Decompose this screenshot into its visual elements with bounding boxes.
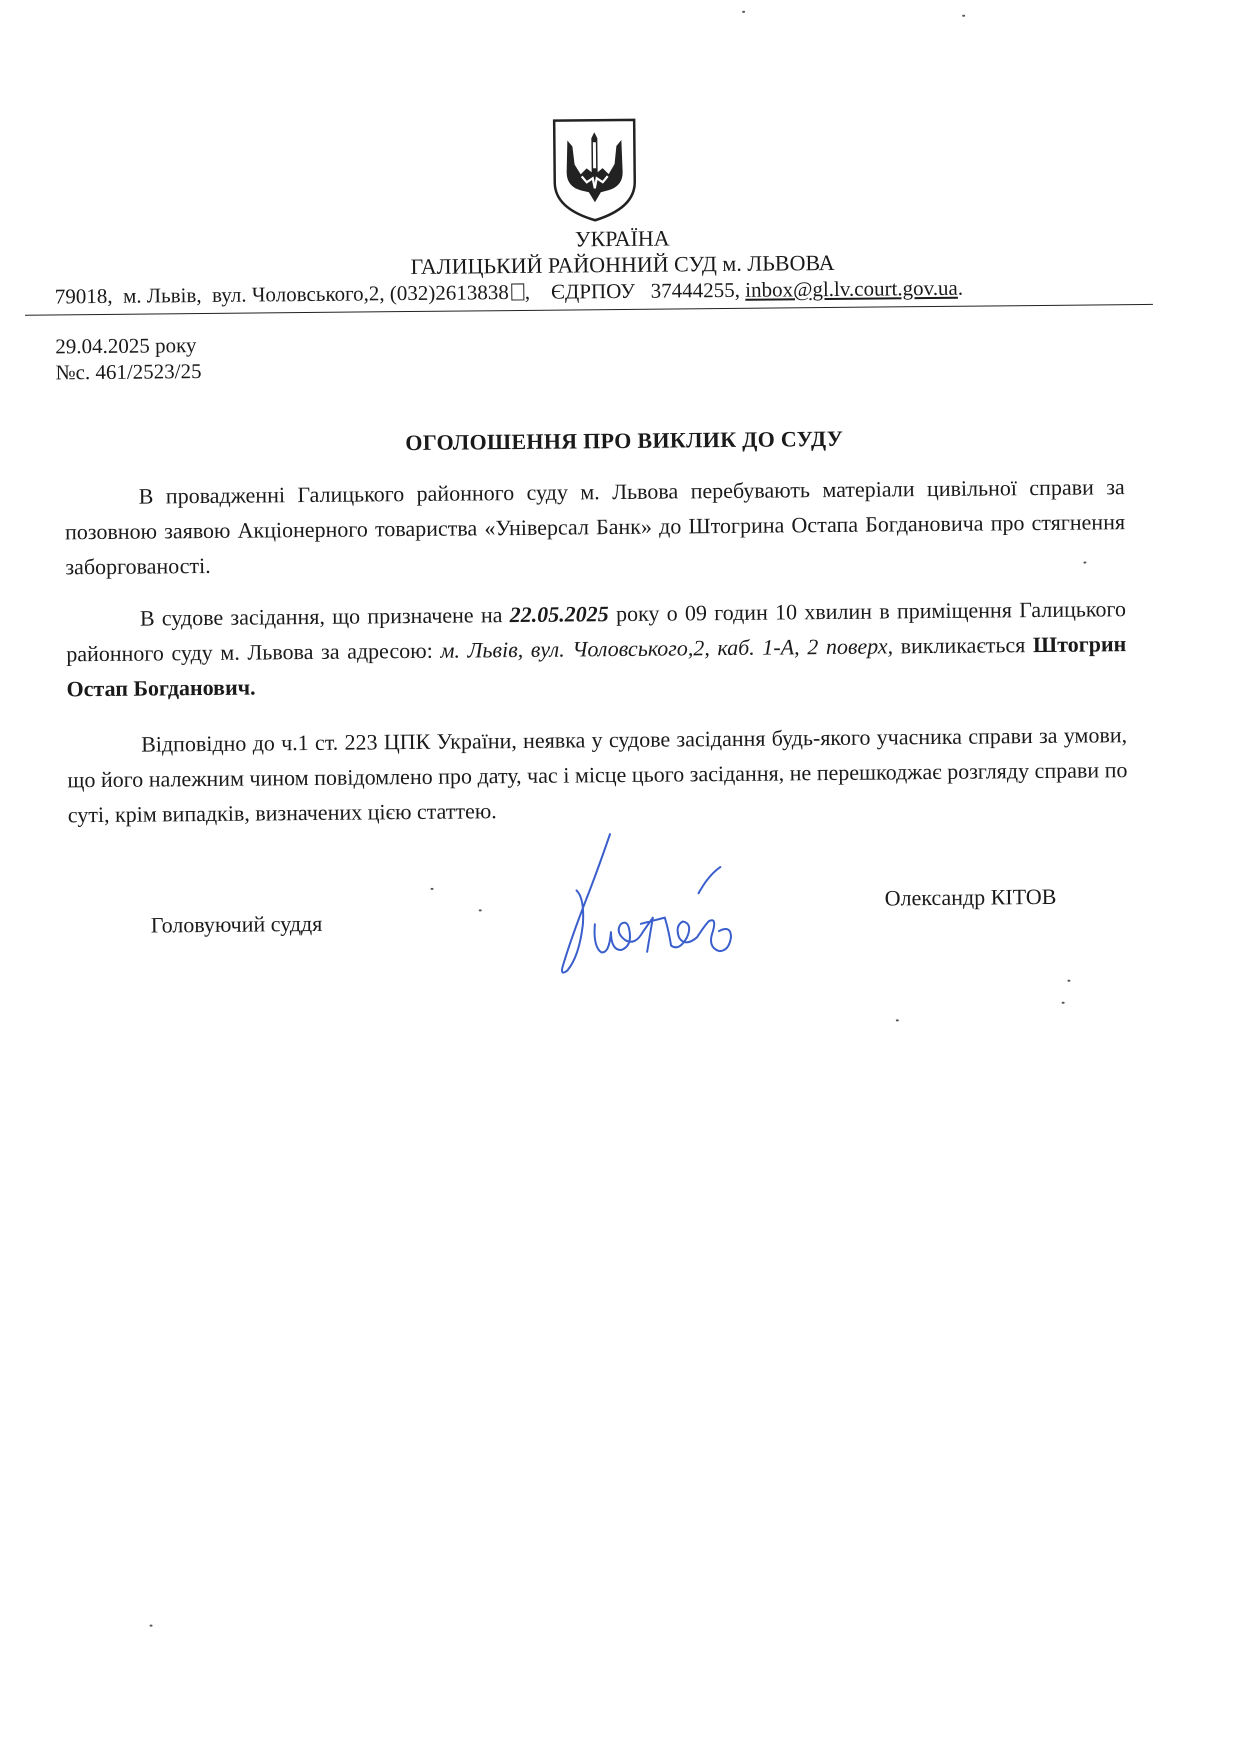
email-link[interactable]: inbox@gl.lv.court.gov.ua (745, 275, 958, 302)
case-number: №с. 461/2523/25 (55, 359, 202, 385)
hearing-intro: В судове засідання, що призначене на (139, 602, 503, 631)
document-title: ОГОЛОШЕННЯ ПРО ВИКЛИК ДО СУДУ (405, 425, 844, 456)
paragraph-legal-notice: Відповідно до ч.1 ст. 223 ЦПК України, неявка у судове засідання будь-якого учасника справи за умови, що його належним чином повідомлено про дату, час і місце цього засідання, не перешкоджає розгляду справи по суті, крім випадків, визначених цією статтею. (67, 722, 1128, 828)
scan-speck (431, 888, 434, 890)
scan-speck (1062, 1002, 1065, 1004)
defendant-name: Штогрин Остап Богданович. (66, 631, 1127, 702)
judge-title: Головуючий суддя (150, 910, 323, 938)
edrpou-label: ЄДРПОУ (550, 278, 636, 304)
paragraph-proceedings: В провадженні Галицького районного суду м. Львова перебувають матеріали цивільної справи за позовною заявою Акціонерного товариства «Універсал Банк» до Штогрина Остапа Богдановича про стягнення заборгованості. (64, 474, 1126, 580)
hearing-date: 22.05.2025 (509, 601, 609, 628)
document-date: 29.04.2025 року (55, 333, 197, 359)
scan-speck (150, 1625, 153, 1627)
address-city: м. Львів, (122, 283, 202, 308)
phone-number: (032)2613838 (389, 280, 509, 306)
scan-speck (896, 1019, 899, 1021)
scan-speck (1083, 562, 1086, 564)
court-name: ГАЛИЦЬКИЙ РАЙОННИЙ СУД м. ЛЬВОВА (410, 249, 835, 280)
scan-speck (479, 909, 482, 911)
country-name: УКРАЇНА (574, 225, 670, 252)
address-street: вул. Чоловського,2, (211, 281, 385, 307)
court-address: 79018, м. Львів, вул. Чоловського,2, (032)2613838 , ЄДРПОУ 37444255, inbox@gl.lv.court.gov.ua. (54, 275, 964, 309)
edrpou-value: 37444255, (650, 277, 741, 303)
postcode: 79018, (54, 283, 113, 309)
judge-name: Олександр КІТОВ (884, 883, 1057, 911)
paragraph-hearing (66, 591, 1127, 706)
email-suffix: . (957, 275, 964, 300)
judge-signature (548, 827, 779, 979)
scan-speck (962, 15, 965, 17)
scan-speck (1067, 980, 1070, 982)
hearing-called: викликається (900, 632, 1026, 659)
phone-icon (511, 283, 525, 301)
hearing-address: м. Львів, вул. Чоловського,2, каб. 1-А, 2 поверх, (440, 633, 894, 663)
scan-speck (742, 11, 745, 13)
coat-of-arms-icon (550, 116, 639, 225)
hearing-time-place: року о 09 годин 10 хвилин в приміщення Галицького районного суду м. Львова за адресою: (66, 596, 1127, 667)
